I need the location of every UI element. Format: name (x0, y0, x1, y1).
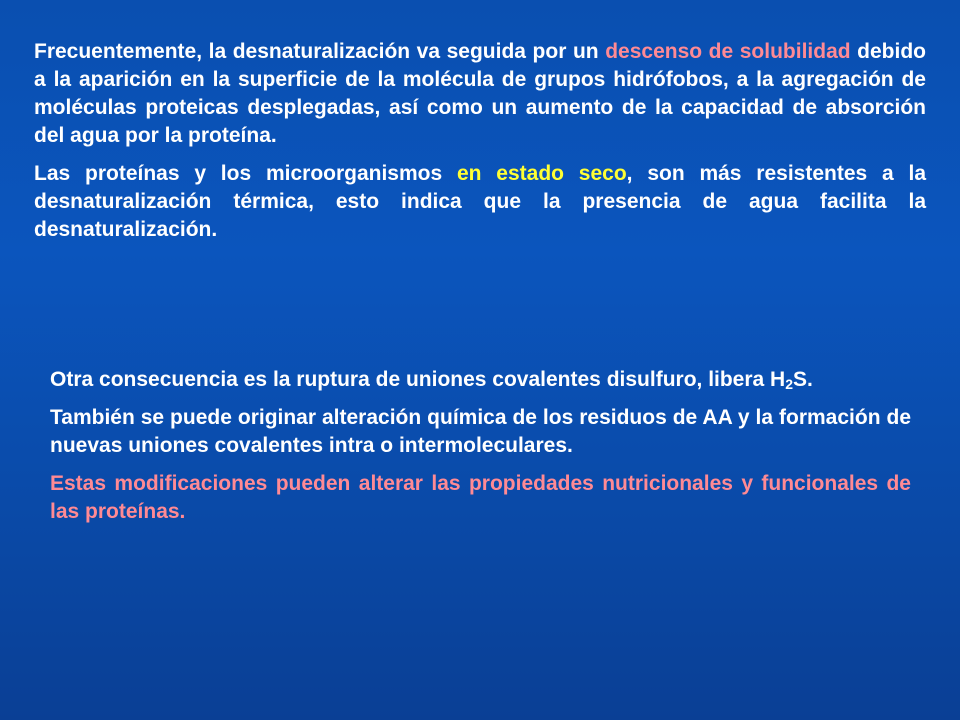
paragraph-solubility-text-end: debido a la aparición en la superficie de la molécula de grupos hidrófobos, a la agregación de moléculas proteicas desplegadas, así como un aumento de la capacidad de absorción del agua por la proteína. (34, 40, 926, 147)
upper-text-block (34, 38, 926, 244)
lower-text-block (50, 366, 911, 526)
paragraph-solubility-text-start: Frecuentemente, la desnaturalización va seguida por un (34, 40, 606, 63)
paragraph-dry-state-text-end: , son más resistentes a la desnaturalización térmica, esto indica que la presencia de agua facilita la desnaturalización. (34, 162, 926, 241)
highlight-estado-seco: en estado seco (456, 162, 627, 185)
paragraph-dry-state-text-start: Las proteínas y los microorganismos (34, 162, 457, 185)
subscript-two: 2 (785, 376, 794, 392)
paragraph-dry-state (34, 160, 926, 244)
paragraph-disulfide (50, 366, 911, 394)
paragraph-solubility (34, 38, 926, 150)
paragraph-disulfide-text-start: Otra consecuencia es la ruptura de uniones covalentes disulfuro, libera H (50, 368, 786, 391)
paragraph-chemical-alteration: También se puede originar alteración química de los residuos de AA y la formación de nuevas uniones covalentes intra o intermoleculares. (50, 406, 911, 457)
paragraph-disulfide-text-end: S. (793, 368, 813, 391)
paragraph-nutritional-properties: Estas modificaciones pueden alterar las propiedades nutricionales y funcionales de las proteínas. (50, 472, 911, 523)
highlight-descenso-solubilidad: descenso de solubilidad (605, 40, 851, 63)
